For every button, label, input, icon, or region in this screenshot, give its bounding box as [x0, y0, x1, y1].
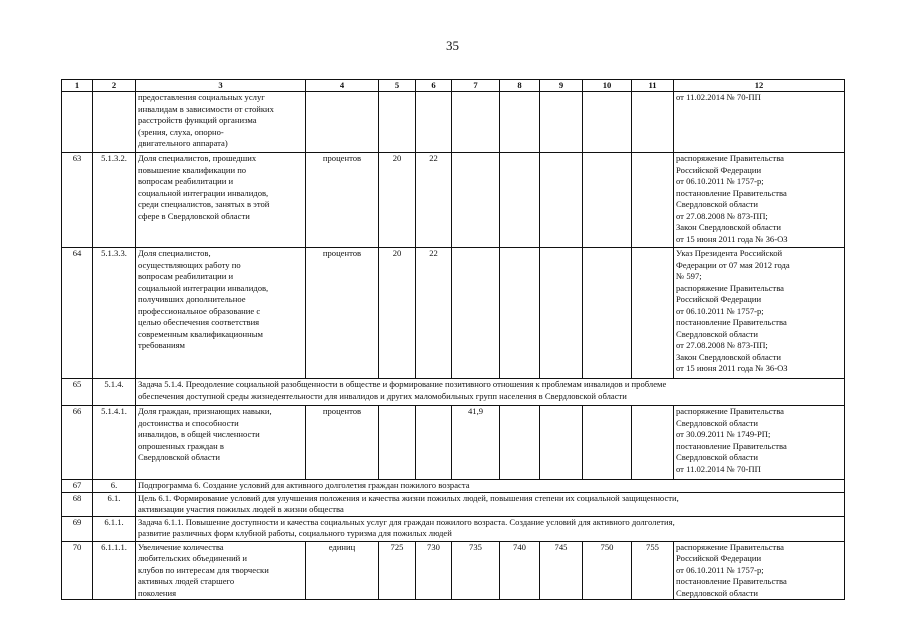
value-cell-5: 20: [379, 248, 416, 379]
value-cell-6: 730: [416, 541, 452, 600]
value-cell-10: [583, 92, 632, 153]
indicator-name-cell: Доля специалистов, осуществляющих работу по вопросам реабилитации и социальной интеграции инвалидов, получивших дополнительное профессиональное образование с целью обеспечения соответствия современным квалификационным требованиям: [136, 248, 306, 379]
row-number-cell: [62, 92, 93, 153]
row-code-cell: 5.1.4.: [93, 379, 136, 406]
value-cell-11: [632, 92, 674, 153]
unit-cell: [306, 92, 379, 153]
header-cell: 7: [452, 80, 500, 92]
header-cell: 10: [583, 80, 632, 92]
row-code-cell: 6.: [93, 480, 136, 493]
source-cell: распоряжение Правительства Российской Федерации от 06.10.2011 № 1757-р; постановление Правительства Свердловской области от 27.08.2008 № 873-ПП; Закон Свердловской области от 15 июня 2011 года № 36-ОЗ: [674, 153, 845, 248]
section-title-cell: Задача 6.1.1. Повышение доступности и качества социальных услуг для граждан пожилого возраста. Создание условий для активного долголетия, развитие различных форм клубной работы, социального туризма для пожилых людей: [136, 516, 845, 541]
page-number: 35: [446, 38, 459, 53]
unit-cell: процентов: [306, 406, 379, 480]
row-code-cell: 6.1.1.: [93, 516, 136, 541]
value-cell-5: [379, 406, 416, 480]
header-cell: 9: [540, 80, 583, 92]
header-cell: 5: [379, 80, 416, 92]
header-cell: 11: [632, 80, 674, 92]
value-cell-8: [500, 406, 540, 480]
header-cell: 8: [500, 80, 540, 92]
value-cell-11: [632, 248, 674, 379]
row-code-cell: 5.1.3.3.: [93, 248, 136, 379]
value-cell-5: [379, 92, 416, 153]
row-number-cell: 63: [62, 153, 93, 248]
value-cell-8: 740: [500, 541, 540, 600]
section-row: [62, 516, 845, 541]
value-cell-9: [540, 406, 583, 480]
value-cell-8: [500, 153, 540, 248]
table-row: [62, 248, 845, 379]
value-cell-9: 745: [540, 541, 583, 600]
value-cell-10: 750: [583, 541, 632, 600]
value-cell-10: [583, 406, 632, 480]
header-cell: 1: [62, 80, 93, 92]
indicators-table: [61, 79, 845, 600]
row-number-cell: 67: [62, 480, 93, 493]
value-cell-5: 20: [379, 153, 416, 248]
header-cell: 3: [136, 80, 306, 92]
value-cell-6: 22: [416, 248, 452, 379]
indicator-name-cell: предоставления социальных услуг инвалидам в зависимости от стойких расстройств функций организма (зрения, слуха, опорно- двигательного аппарата): [136, 92, 306, 153]
value-cell-7: [452, 92, 500, 153]
header-cell: 12: [674, 80, 845, 92]
value-cell-7: [452, 248, 500, 379]
value-cell-7: 735: [452, 541, 500, 600]
value-cell-11: [632, 406, 674, 480]
row-number-cell: 66: [62, 406, 93, 480]
value-cell-11: 755: [632, 541, 674, 600]
row-code-cell: 6.1.1.1.: [93, 541, 136, 600]
value-cell-6: [416, 406, 452, 480]
table-row: [62, 92, 845, 153]
row-code-cell: 6.1.: [93, 492, 136, 516]
section-row: [62, 480, 845, 493]
section-row: [62, 492, 845, 516]
table-body: [62, 80, 845, 600]
value-cell-11: [632, 153, 674, 248]
source-cell: от 11.02.2014 № 70-ПП: [674, 92, 845, 153]
source-cell: Указ Президента Российской Федерации от 07 мая 2012 года № 597; распоряжение Правительства Российской Федерации от 06.10.2011 № 1757-р; постановление Правительства Свердловской области от 27.08.2008 № 873-ПП; Закон Свердловской области от 15 июня 2011 года № 36-ОЗ: [674, 248, 845, 379]
table-row: [62, 541, 845, 600]
row-number-cell: 69: [62, 516, 93, 541]
value-cell-9: [540, 153, 583, 248]
value-cell-8: [500, 92, 540, 153]
row-number-cell: 64: [62, 248, 93, 379]
row-code-cell: 5.1.4.1.: [93, 406, 136, 480]
value-cell-9: [540, 248, 583, 379]
section-title-cell: Цель 6.1. Формирование условий для улучшения положения и качества жизни пожилых людей, повышения степени их социальной защищенности, активизации участия пожилых людей в жизни общества: [136, 492, 845, 516]
value-cell-6: [416, 92, 452, 153]
value-cell-10: [583, 248, 632, 379]
indicator-name-cell: Увеличение количества любительских объединений и клубов по интересам для творчески активных людей старшего поколения: [136, 541, 306, 600]
row-number-cell: 65: [62, 379, 93, 406]
value-cell-6: 22: [416, 153, 452, 248]
indicator-name-cell: Доля специалистов, прошедших повышение квалификации по вопросам реабилитации и социальной интеграции инвалидов, среди специалистов, занятых в этой сфере в Свердловской области: [136, 153, 306, 248]
section-title-cell: Подпрограмма 6. Создание условий для активного долголетия граждан пожилого возраста: [136, 480, 845, 493]
value-cell-8: [500, 248, 540, 379]
table-row: [62, 406, 845, 480]
source-cell: распоряжение Правительства Российской Федерации от 06.10.2011 № 1757-р; постановление Правительства Свердловской области: [674, 541, 845, 600]
header-cell: 4: [306, 80, 379, 92]
section-title-cell: Задача 5.1.4. Преодоление социальной разобщенности в обществе и формирование позитивного отношения к проблемам инвалидов и проблеме обеспечения доступной среды жизнедеятельности для инвалидов и других маломобильных групп населения в Свердловской области: [136, 379, 845, 406]
header-cell: 2: [93, 80, 136, 92]
value-cell-10: [583, 153, 632, 248]
row-number-cell: 68: [62, 492, 93, 516]
unit-cell: процентов: [306, 248, 379, 379]
value-cell-9: [540, 92, 583, 153]
value-cell-7: 41,9: [452, 406, 500, 480]
section-row: [62, 379, 845, 406]
row-code-cell: 5.1.3.2.: [93, 153, 136, 248]
row-code-cell: [93, 92, 136, 153]
value-cell-5: 725: [379, 541, 416, 600]
value-cell-7: [452, 153, 500, 248]
row-number-cell: 70: [62, 541, 93, 600]
table-row: [62, 153, 845, 248]
source-cell: распоряжение Правительства Свердловской области от 30.09.2011 № 1749-РП; постановление Правительства Свердловской области от 11.02.2014 № 70-ПП: [674, 406, 845, 480]
header-row: [62, 80, 845, 92]
unit-cell: процентов: [306, 153, 379, 248]
indicator-name-cell: Доля граждан, признающих навыки, достоинства и способности инвалидов, в общей численности опрошенных граждан в Свердловской области: [136, 406, 306, 480]
unit-cell: единиц: [306, 541, 379, 600]
header-cell: 6: [416, 80, 452, 92]
